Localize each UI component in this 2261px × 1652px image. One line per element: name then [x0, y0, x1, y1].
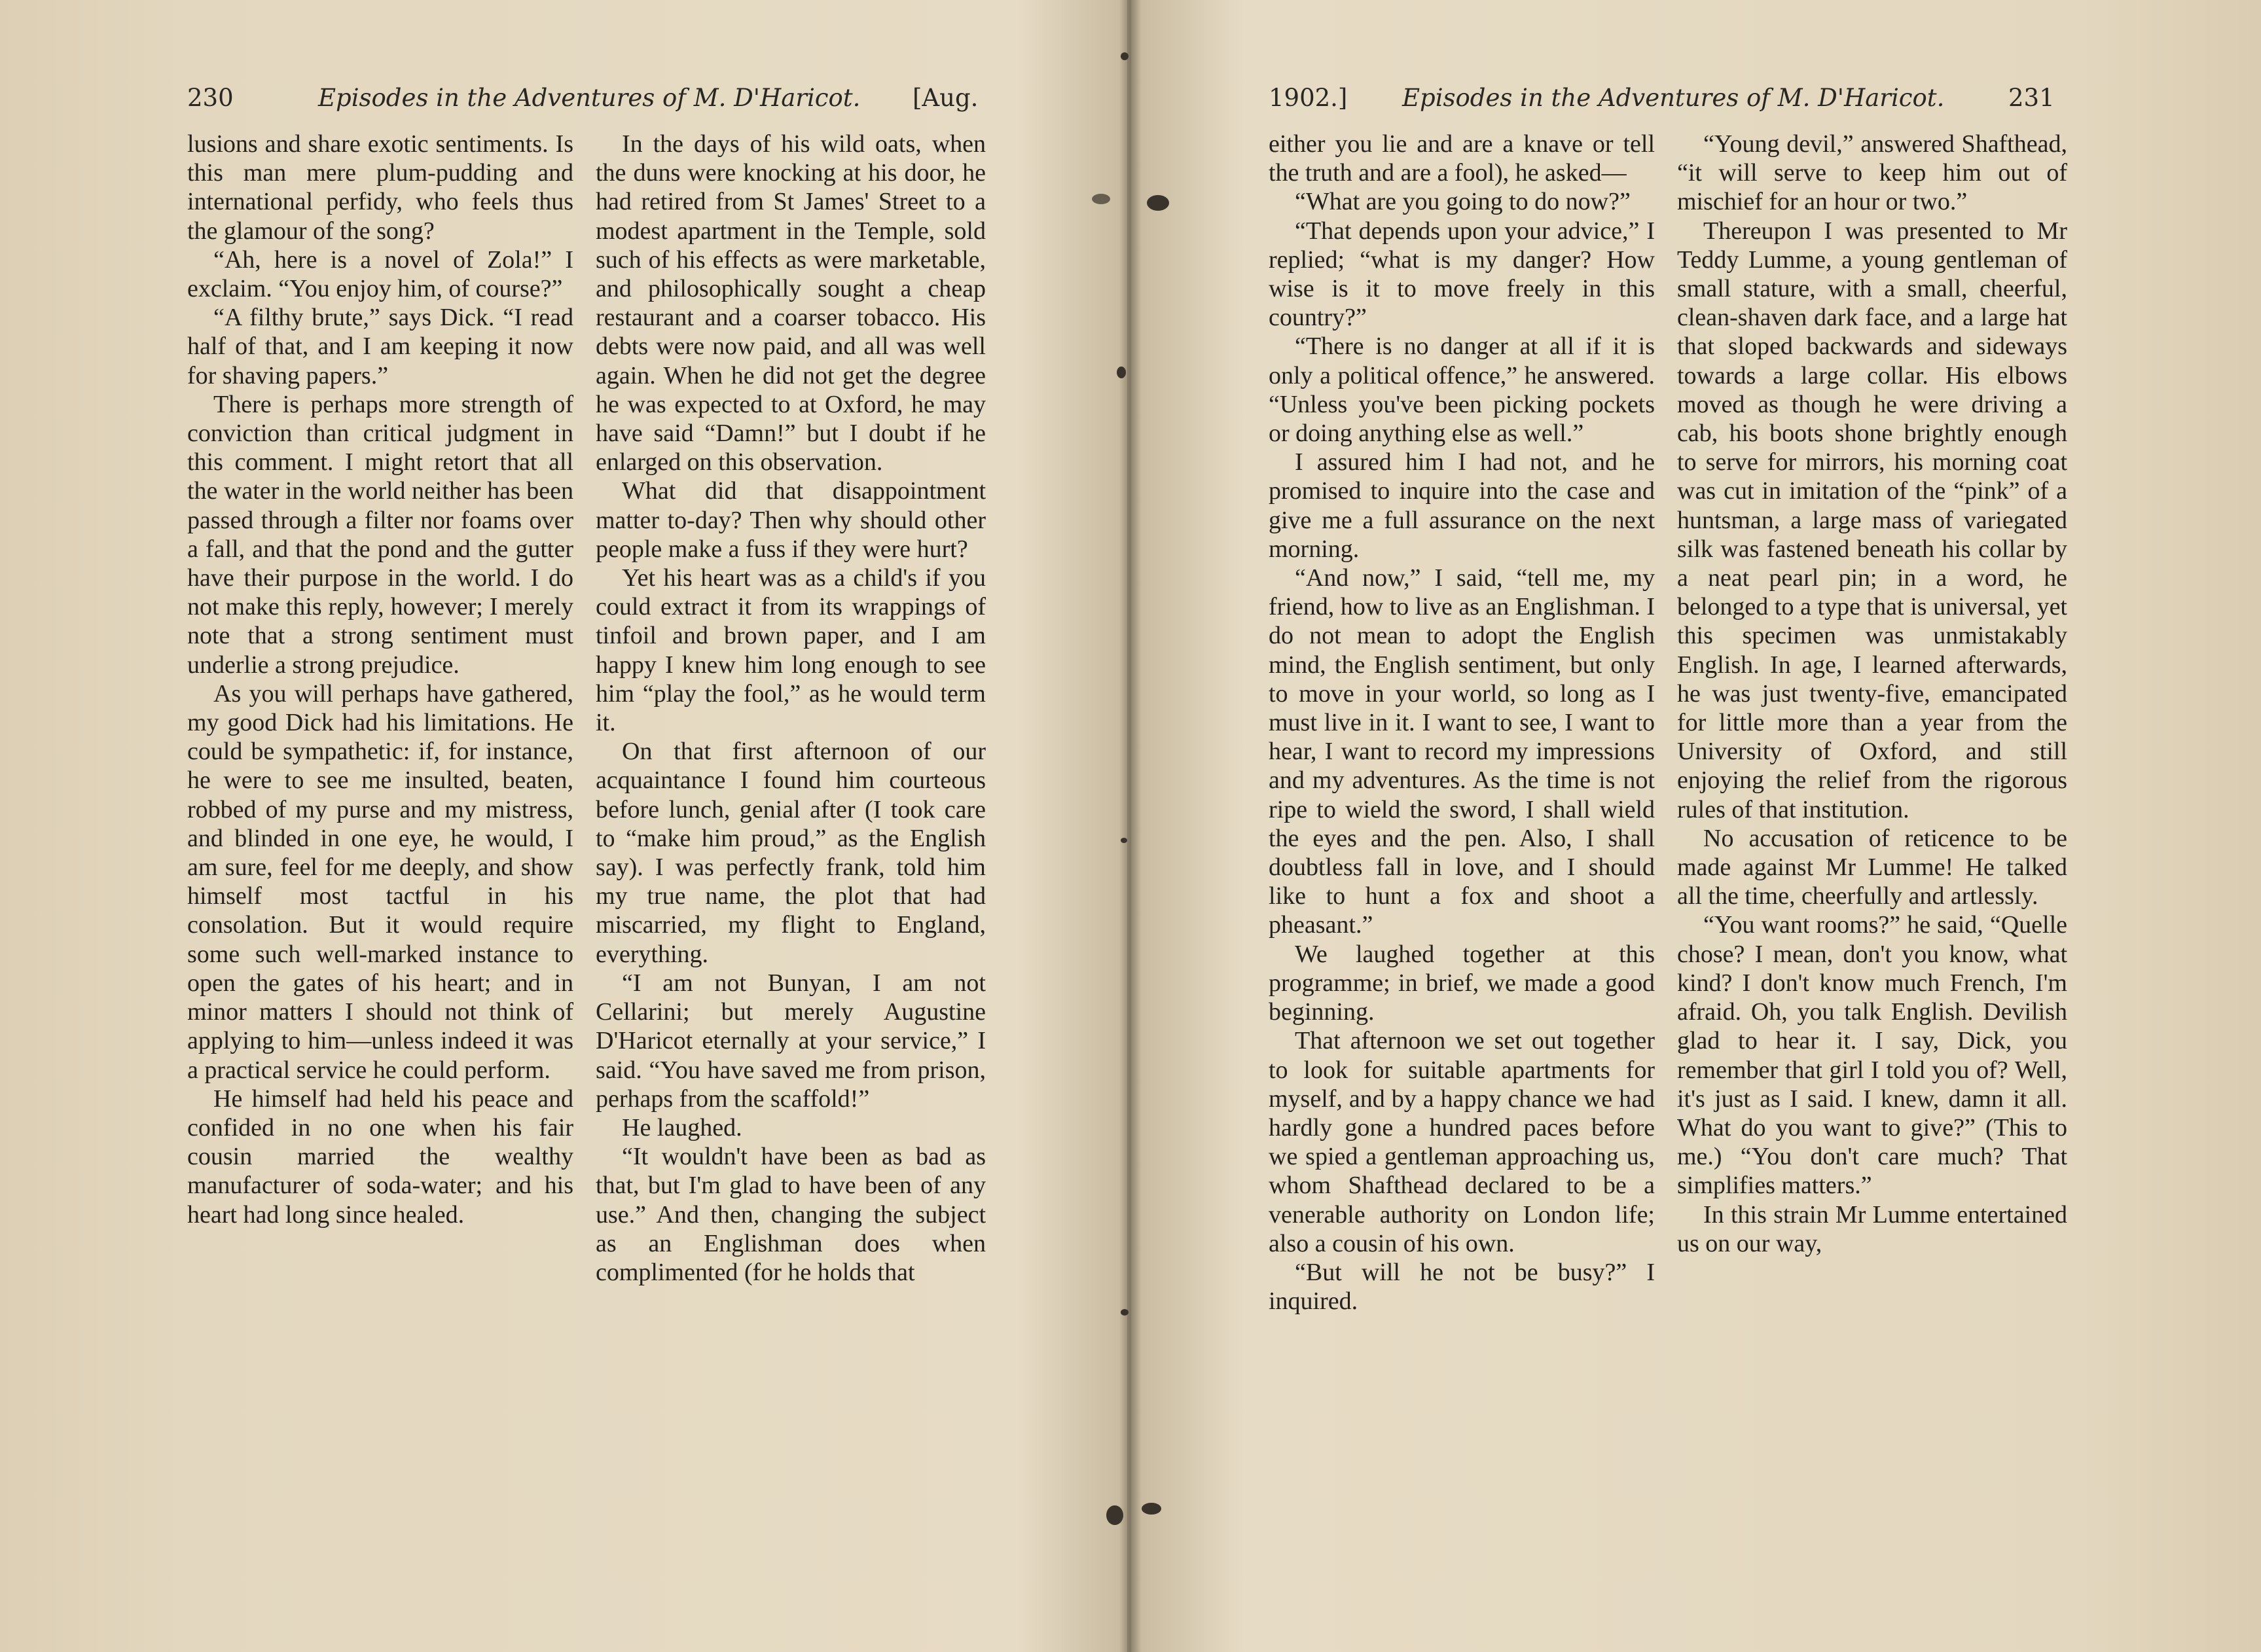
- paragraph: “It wouldn't have been as bad as that, but I'm glad to have been of any use.” And then, changing the subject as an Englishman does when complimented (for he holds that: [596, 1143, 986, 1286]
- paragraph: In the days of his wild oats, when the duns were knocking at his door, he had retired from St James' Street to a modest apartment in the Temple, sold such of his effects as were marketable, and philosophically sought a cheap restaurant and a coarser tobacco. His debts were now paid, and all was well again. When he did not get the degree he was expected to at Oxford, he may have said “Damn!” but I doubt if he enlarged on this observation.: [596, 130, 986, 476]
- running-header: [187, 80, 986, 117]
- paragraph: either you lie and are a knave or tell the truth and are a fool), he asked—: [1269, 130, 1655, 187]
- paragraph: He laughed.: [622, 1113, 742, 1141]
- paragraph: “There is no danger at all if it is only a political offence,” he answered. “Unless you've been picking pockets or doing anything else as well.”: [1269, 332, 1655, 448]
- paragraph: “Young devil,” answered Shafthead, “it will serve to keep him out of mischief for an hour or two.”: [1677, 130, 2067, 216]
- paragraph: “Ah, here is a novel of Zola!” I exclaim. “You enjoy him, of course?”: [187, 245, 573, 303]
- paragraph: What did that disappointment matter to-day? Then why should other people make a fuss if they were hurt?: [596, 477, 986, 563]
- paragraph: In this strain Mr Lumme entertained us on our way,: [1677, 1200, 2067, 1257]
- running-title: Episodes in the Adventures of M. D'Haricot.: [1402, 84, 1945, 112]
- book-gutter: [1127, 0, 1131, 1652]
- paragraph: On that first afternoon of our acquaintance I found him courteous before lunch, genial after (I took care to “make him proud,” as the English say). I was perfectly frank, told him my true name, the plot that had miscarried, my flight to England, everything.: [596, 738, 986, 968]
- right-page: [1135, 0, 2261, 1652]
- text-column: [596, 130, 986, 1287]
- paragraph: “That depends upon your advice,” I replied; “what is my danger? How wise is it to move freely in this country?”: [1269, 217, 1655, 332]
- running-header: [1269, 80, 2067, 117]
- paragraph: No accusation of reticence to be made against Mr Lumme! He talked all the time, cheerfully and artlessly.: [1677, 824, 2067, 910]
- paragraph: I assured him I had not, and he promised to inquire into the case and give me a full assurance on the next morning.: [1269, 448, 1655, 563]
- paragraph: He himself had held his peace and confided in no one when his fair cousin married the wealthy manufacturer of soda-water; and his heart had long since healed.: [187, 1085, 573, 1229]
- paragraph: Thereupon I was presented to Mr Teddy Lumme, a young gentleman of small stature, with a small, cheerful, clean-shaven dark face, and a large hat that sloped backwards and sideways towards a large collar. His elbows moved as though he were driving a cab, his boots shone brightly enough to serve for mirrors, his morning coat was cut in imitation of the “pink” of a huntsman, a large mass of variegated silk was fastened beneath his collar by a neat pearl pin; in a word, he belonged to a type that is universal, yet this specimen was unmistakably English. In age, I learned afterwards, he was just twenty-five, emancipated for little more than a year from the University of Oxford, and still enjoying the relief from the rigorous rules of that institution.: [1677, 217, 2067, 823]
- paragraph: “A filthy brute,” says Dick. “I read half of that, and I am keeping it now for shaving papers.”: [187, 304, 573, 389]
- paragraph: “But will he not be busy?” I inquired.: [1269, 1258, 1655, 1316]
- left-page: [0, 0, 1126, 1652]
- paragraph: “I am not Bunyan, I am not Cellarini; but merely Augustine D'Haricot eternally at your service,” I said. “You have saved me from prison, perhaps from the scaffold!”: [596, 969, 986, 1113]
- paragraph: lusions and share exotic sentiments. Is this man mere plum-pudding and international perfidy, who feels thus the glamour of the song?: [187, 130, 573, 245]
- paragraph: As you will perhaps have gathered, my good Dick had his limitations. He could be sympathetic: if, for instance, he were to see me insulted, beaten, robbed of my purse and my mistress, and blinded in one eye, he would, I am sure, feel for me deeply, and show himself most tactful in his consolation. But it would require some such well-marked instance to open the gates of his heart; and in minor matters I should not think of applying to him—unless indeed it was a practical service he could perform.: [187, 679, 573, 1084]
- page-number: 231: [2008, 84, 2055, 112]
- text-column: [1677, 130, 2067, 1258]
- section-label: [Aug.: [913, 84, 979, 112]
- paragraph: “And now,” I said, “tell me, my friend, how to live as an Englishman. I do not mean to adopt the English mind, the English sentiment, but only to move in your world, so long as I must live in it. I want to see, I want to hear, I want to record my impressions and my adventures. As the time is not ripe to wield the sword, I shall wield the eyes and the pen. Also, I shall doubtless fall in love, and I should like to hunt a fox and shoot a pheasant.”: [1269, 564, 1655, 939]
- paragraph: We laughed together at this programme; in brief, we made a good beginning.: [1269, 940, 1655, 1026]
- text-column: [187, 130, 573, 1229]
- running-title: Episodes in the Adventures of M. D'Haricot.: [318, 84, 861, 112]
- page-number: 230: [187, 84, 234, 112]
- paragraph: Yet his heart was as a child's if you could extract it from its wrappings of tinfoil and brown paper, and I am happy I knew him long enough to see him “play the fool,” as he would term it.: [596, 564, 986, 737]
- section-label: 1902.]: [1269, 84, 1348, 112]
- paragraph: “What are you going to do now?”: [1295, 188, 1631, 216]
- paragraph: “You want rooms?” he said, “Quelle chose? I mean, don't you know, what kind? I don't know much French, I'm afraid. Oh, you talk English. Devilish glad to hear it. I say, Dick, you remember that girl I told you of? Well, it's just as I said. I knew, damn it all. What do you want to give?” (This to me.) “You don't care much? That simplifies matters.”: [1677, 911, 2067, 1200]
- paragraph: That afternoon we set out together to look for suitable apartments for myself, and by a happy chance we had hardly gone a hundred paces before we spied a gentleman approaching us, whom Shafthead declared to be a venerable authority on London life; also a cousin of his own.: [1269, 1027, 1655, 1257]
- text-column: [1269, 130, 1655, 1316]
- paragraph: There is perhaps more strength of conviction than critical judgment in this comment. I might retort that all the water in the world neither has been passed through a filter nor foams over a fall, and that the pond and the gutter have their purpose in the world. I do not make this reply, however; I merely note that a strong sentiment must underlie a strong prejudice.: [187, 390, 573, 679]
